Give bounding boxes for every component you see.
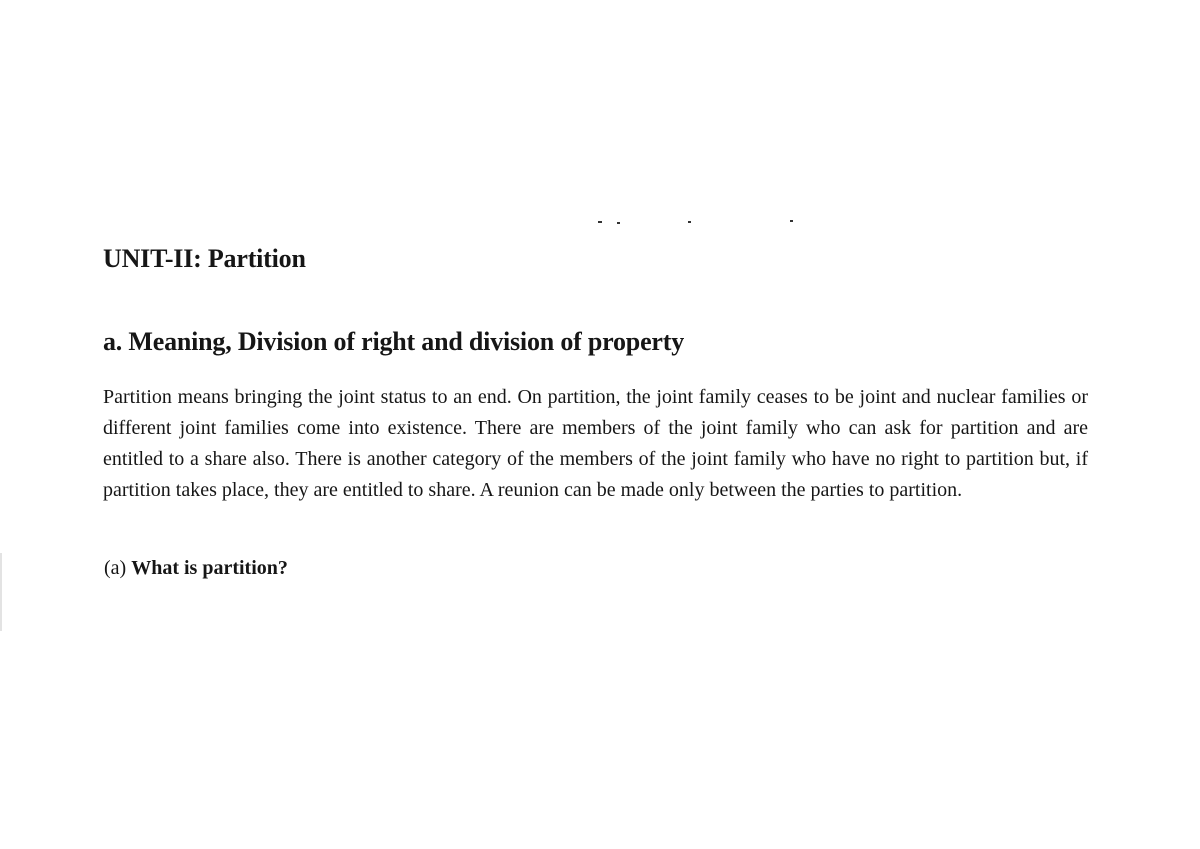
scan-speck: [688, 221, 691, 223]
question-item: [104, 557, 288, 580]
section-heading: a. Meaning, Division of right and division of property: [103, 327, 685, 356]
scan-speck: [790, 220, 793, 222]
scan-edge-mark: [0, 553, 2, 631]
body-paragraph: Partition means bringing the joint status to an end. On partition, the joint family ceases to be joint and nuclear families or different joint families come into existence. There are members of the joint family who can ask for partition and are entitled to a share also. There is another category of the members of the joint family who have no right to partition but, if partition takes place, they are entitled to share. A reunion can be made only between the parties to partition.: [103, 386, 1088, 501]
unit-title: UNIT-II: Partition: [103, 244, 306, 273]
question-label: (a): [104, 557, 127, 579]
question-text: What is partition?: [131, 557, 288, 579]
scan-speck: [617, 222, 620, 224]
scan-speck: [598, 221, 602, 223]
